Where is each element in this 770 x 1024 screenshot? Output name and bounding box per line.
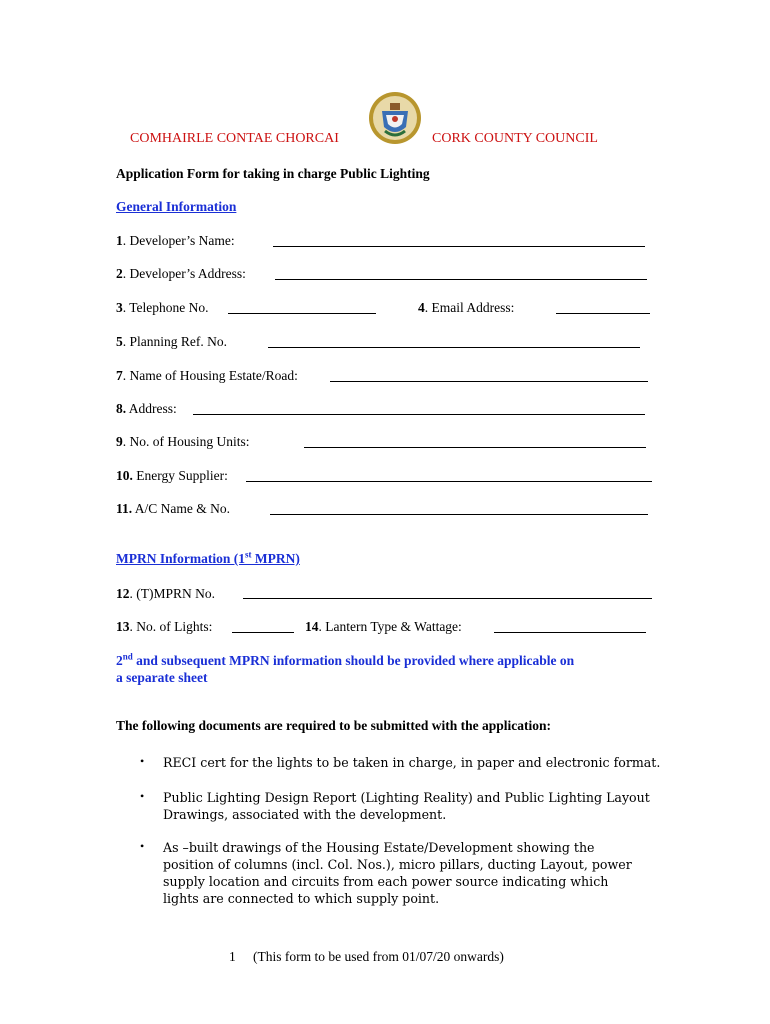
field-number: 12 bbox=[116, 586, 130, 601]
number-of-lights-field[interactable] bbox=[232, 632, 294, 633]
field-label: . Name of Housing Estate/Road: bbox=[122, 368, 298, 383]
field-number: 5 bbox=[116, 334, 123, 349]
number-of-lights-label bbox=[116, 619, 212, 635]
document-item-as-built-drawings: As –built drawings of the Housing Estate/Development showing the position of columns (incl. Col. Nos.), micro pillars, ducting Layout, power supply location and circuits from each power source indicating which lights are connected to which supply point. bbox=[163, 840, 632, 906]
field-number: 10. bbox=[116, 468, 133, 483]
footer-note: (This form to be used from 01/07/20 onwards) bbox=[253, 949, 504, 964]
bullet-icon: • bbox=[140, 789, 145, 803]
header-english-name: CORK COUNTY COUNCIL bbox=[432, 131, 598, 146]
address-field[interactable] bbox=[193, 414, 645, 415]
field-label: . Planning Ref. No. bbox=[122, 334, 227, 349]
county-crest-icon bbox=[368, 91, 422, 145]
developer-name-field[interactable] bbox=[273, 246, 645, 247]
field-label: . No. of Housing Units: bbox=[122, 434, 250, 449]
planning-ref-field[interactable] bbox=[268, 347, 640, 348]
housing-units-field[interactable] bbox=[304, 447, 646, 448]
address-label bbox=[116, 401, 177, 417]
field-label: A/C Name & No. bbox=[132, 501, 231, 516]
planning-ref-label bbox=[116, 334, 227, 350]
developer-name-label bbox=[116, 233, 235, 249]
mprn-heading: MPRN Information (1st MPRN) bbox=[116, 549, 300, 566]
general-information-heading: General Information bbox=[116, 199, 237, 214]
telephone-label bbox=[116, 300, 209, 316]
email-label bbox=[418, 300, 514, 316]
email-field[interactable] bbox=[556, 313, 650, 314]
field-number: 7 bbox=[116, 368, 123, 383]
field-label: . Telephone No. bbox=[122, 300, 209, 315]
field-label: Energy Supplier: bbox=[132, 468, 228, 483]
field-label: Address: bbox=[126, 401, 177, 416]
ac-name-field[interactable] bbox=[270, 514, 648, 515]
field-number: 9 bbox=[116, 434, 123, 449]
document-item-design-report: Public Lighting Design Report (Lighting Reality) and Public Lighting Layout Drawings, associated with the development. bbox=[163, 790, 650, 822]
energy-supplier-field[interactable] bbox=[246, 481, 652, 482]
lantern-type-field[interactable] bbox=[494, 632, 646, 633]
mprn-number-label bbox=[116, 586, 215, 602]
field-label: . Email Address: bbox=[424, 300, 515, 315]
field-number: 8. bbox=[116, 401, 127, 416]
field-label: . Developer’s Address: bbox=[122, 266, 246, 281]
energy-supplier-label bbox=[116, 468, 228, 484]
field-number: 11. bbox=[116, 501, 133, 516]
housing-estate-field[interactable] bbox=[330, 381, 648, 382]
page-number: 1 bbox=[229, 949, 236, 964]
housing-units-label bbox=[116, 434, 250, 450]
mprn-number-field[interactable] bbox=[243, 598, 652, 599]
form-title: Application Form for taking in charge Public Lighting bbox=[116, 166, 430, 181]
bullet-icon: • bbox=[140, 839, 145, 853]
field-label: . (T)MPRN No. bbox=[129, 586, 216, 601]
bullet-icon: • bbox=[140, 754, 145, 768]
developer-address-field[interactable] bbox=[275, 279, 647, 280]
field-number: 4 bbox=[418, 300, 425, 315]
ac-name-label bbox=[116, 501, 230, 517]
field-number: 14 bbox=[305, 619, 319, 634]
developer-address-label bbox=[116, 266, 246, 282]
header-irish-name: COMHAIRLE CONTAE CHORCAI bbox=[130, 131, 339, 146]
housing-estate-label bbox=[116, 368, 298, 384]
field-label: . Lantern Type & Wattage: bbox=[318, 619, 462, 634]
telephone-field[interactable] bbox=[228, 313, 376, 314]
field-label: . No. of Lights: bbox=[129, 619, 213, 634]
field-label: . Developer’s Name: bbox=[122, 233, 235, 248]
lantern-type-label bbox=[305, 619, 462, 635]
document-item-reci: RECI cert for the lights to be taken in charge, in paper and electronic format. bbox=[163, 755, 661, 770]
field-number: 2 bbox=[116, 266, 123, 281]
subsequent-mprn-note: 2nd and subsequent MPRN information should be provided where applicable on a separate sheet bbox=[116, 651, 575, 685]
field-number: 3 bbox=[116, 300, 123, 315]
documents-heading: The following documents are required to be submitted with the application: bbox=[116, 718, 552, 733]
field-number: 13 bbox=[116, 619, 130, 634]
field-number: 1 bbox=[116, 233, 123, 248]
